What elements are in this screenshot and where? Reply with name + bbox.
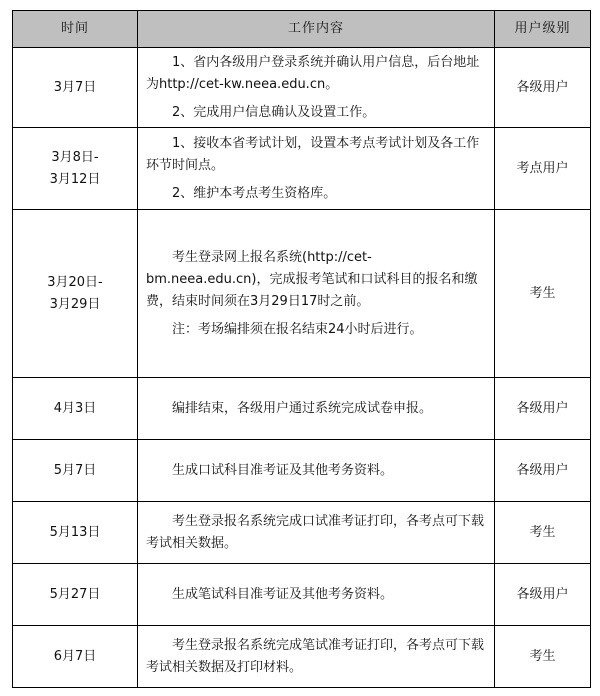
content-paragraph: 考生登录报名系统完成笔试准考证打印，各考点可下载考试相关数据及打印材料。 xyxy=(146,637,485,675)
level-cell: 考生 xyxy=(495,210,591,378)
header-time: 时间 xyxy=(13,11,138,48)
level-cell: 各级用户 xyxy=(495,378,591,440)
content-paragraph: 1、省内各级用户登录系统并确认用户信息，后台地址为http://cet-kw.neea.edu.cn。 xyxy=(146,54,480,92)
table-row xyxy=(13,210,591,378)
date-text: 6月7日 xyxy=(53,648,97,664)
content-cell xyxy=(138,564,495,626)
date-cell xyxy=(13,440,138,502)
date-text: 3月20日- xyxy=(47,274,103,290)
table-row xyxy=(13,440,591,502)
content-cell xyxy=(138,378,495,440)
level-cell: 各级用户 xyxy=(495,564,591,626)
content-paragraph: 2、维护本考点考生资格库。 xyxy=(172,185,337,201)
content-cell xyxy=(138,128,495,210)
date-cell xyxy=(13,378,138,440)
content-cell xyxy=(138,48,495,128)
content-cell xyxy=(138,626,495,688)
date-cell xyxy=(13,128,138,210)
level-cell: 考点用户 xyxy=(495,128,591,210)
header-content: 工作内容 xyxy=(138,11,495,48)
content-paragraph: 考生登录网上报名系统(http://cet-bm.neea.edu.cn)，完成报考笔试和口试科目的报名和缴费，结束时间须在3月29日17时之前。 xyxy=(146,249,478,309)
content-paragraph: 考生登录报名系统完成口试准考证打印，各考点可下载考试相关数据。 xyxy=(146,513,485,551)
date-text: 4月3日 xyxy=(53,400,97,416)
date-cell xyxy=(13,48,138,128)
table-row xyxy=(13,48,591,128)
table-row xyxy=(13,502,591,564)
date-text: 3月8日- xyxy=(51,149,99,165)
table-row xyxy=(13,128,591,210)
table-row xyxy=(13,626,591,688)
header-level: 用户级别 xyxy=(495,11,591,48)
date-cell xyxy=(13,564,138,626)
date-text: 5月13日 xyxy=(49,524,101,540)
date-text: 3月7日 xyxy=(53,79,97,95)
date-cell xyxy=(13,626,138,688)
table-row xyxy=(13,378,591,440)
level-cell: 考生 xyxy=(495,626,591,688)
content-paragraph: 生成笔试科目准考证及其他考务资料。 xyxy=(172,586,394,602)
table-row xyxy=(13,564,591,626)
content-paragraph: 2、完成用户信息确认及设置工作。 xyxy=(172,104,376,120)
content-paragraph: 1、接收本省考试计划，设置本考点考试计划及各工作环节时间点。 xyxy=(146,135,480,173)
date-cell xyxy=(13,502,138,564)
content-paragraph: 生成口试科目准考证及其他考务资料。 xyxy=(172,462,394,478)
header-row xyxy=(13,11,591,48)
date-text: 3月29日 xyxy=(49,296,101,312)
date-text: 3月12日 xyxy=(49,171,101,187)
content-cell xyxy=(138,210,495,378)
schedule-table xyxy=(12,10,591,688)
schedule-table-wrapper xyxy=(12,10,591,688)
content-paragraph: 注：考场编排须在报名结束24小时后进行。 xyxy=(172,321,423,337)
level-cell: 考生 xyxy=(495,502,591,564)
date-cell xyxy=(13,210,138,378)
date-text: 5月27日 xyxy=(49,586,101,602)
content-cell xyxy=(138,502,495,564)
content-cell xyxy=(138,440,495,502)
level-cell: 各级用户 xyxy=(495,48,591,128)
date-text: 5月7日 xyxy=(53,462,97,478)
content-paragraph: 编排结束，各级用户通过系统完成试卷申报。 xyxy=(172,400,433,416)
level-cell: 各级用户 xyxy=(495,440,591,502)
